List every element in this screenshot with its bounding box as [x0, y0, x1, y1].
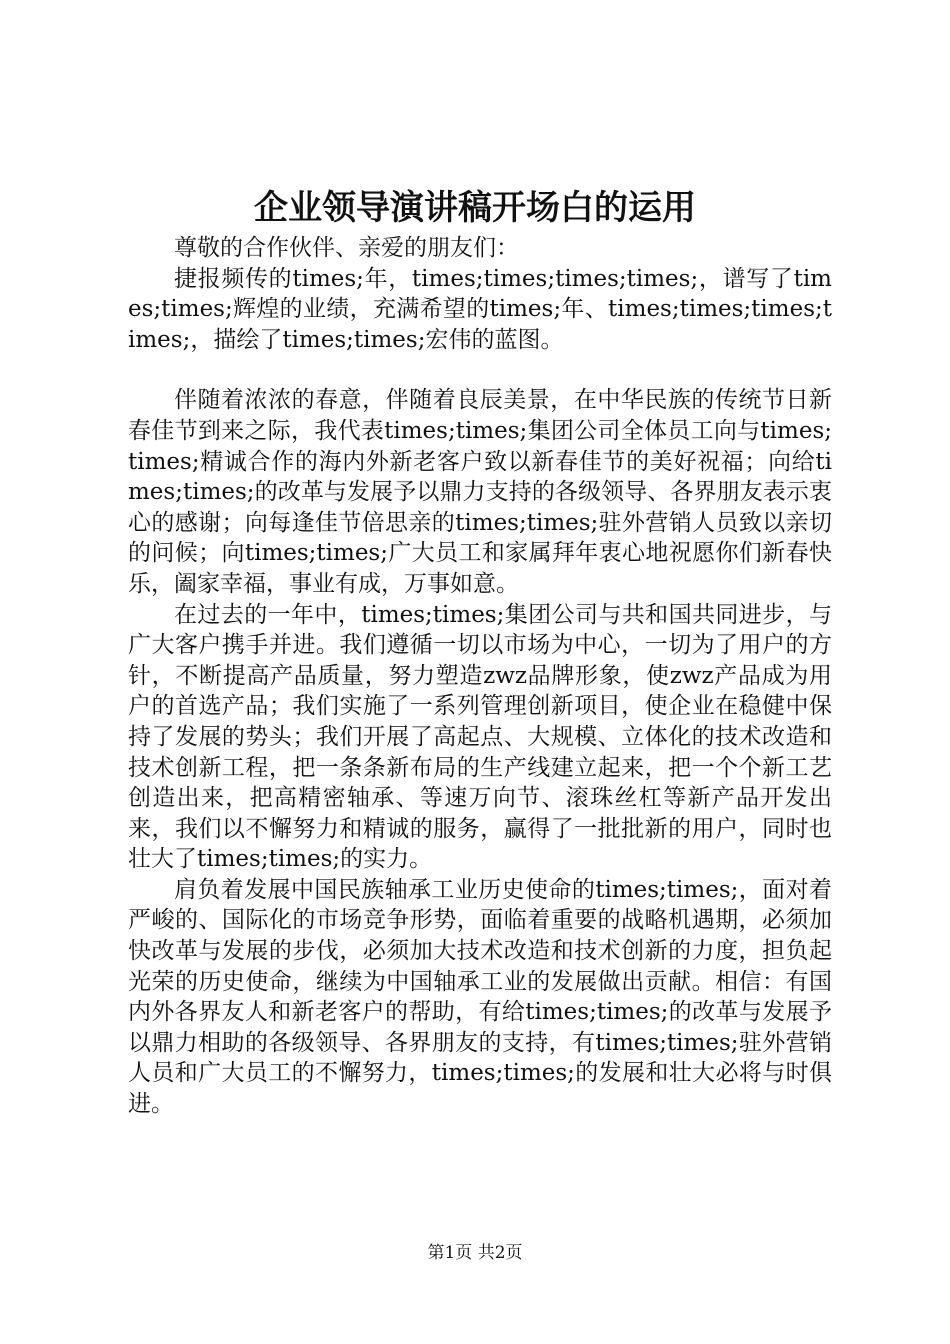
- body-paragraph: 在过去的一年中，times;times;集团公司与共和国共同进步，与广大客户携手并进。我们遵循一切以市场为中心，一切为了用户的方针，不断提高产品质量，努力塑造zwz品牌形象，使zwz产品成为用户的首选产品；我们实施了一系列管理创新项目，使企业在稳健中保持了发展的势头；我们开展了高起点、大规模、立体化的技术改造和技术创新工程，把一条条新布局的生产线建立起来，把一个个新工艺创造出来，把高精密轴承、等速万向节、滚珠丝杠等新产品开发出来，我们以不懈努力和精诚的服务，赢得了一批批新的用户，同时也壮大了times;times;的实力。: [128, 601, 832, 873]
- salutation-paragraph: 尊敬的合作伙伴、亲爱的朋友们：: [174, 235, 519, 261]
- page-number-footer: 第1页 共2页: [427, 1243, 523, 1263]
- body-paragraph: 肩负着发展中国民族轴承工业历史使命的times;times;，面对着严峻的、国际化的市场竞争形势，面临着重要的战略机遇期，必须加快改革与发展的步伐，必须加大技术改造和技术创新的力度，担负起光荣的历史使命，继续为中国轴承工业的发展做出贡献。相信：有国内外各界友人和新老客户的帮助，有给times;times;的改革与发展予以鼎力相助的各级领导、各界朋友的支持，有times;times;驻外营销人员和广大员工的不懈努力，times;times;的发展和壮大必将与时俱进。: [128, 876, 832, 1118]
- body-paragraph: 伴随着浓浓的春意，伴随着良辰美景，在中华民族的传统节日新春佳节到来之际，我代表times;times;集团公司全体员工向与times;times;精诚合作的海内外新老客户致以新春佳节的美好祝福；向给times;times;的改革与发展予以鼎力支持的各级领导、各界朋友表示衷心的感谢；向每逢佳节倍思亲的times;times;驻外营销人员致以亲切的问候；向times;times;广大员工和家属拜年衷心地祝愿你们新春快乐，阖家幸福，事业有成，万事如意。: [128, 387, 832, 597]
- document-title: 企业领导演讲稿开场白的运用: [254, 188, 696, 228]
- document-body: [128, 233, 832, 1120]
- body-paragraph: 捷报频传的times;年，times;times;times;times;，谱写了times;times;辉煌的业绩，充满希望的times;年、times;times;times;times;，描绘了times;times;宏伟的蓝图。: [128, 265, 832, 353]
